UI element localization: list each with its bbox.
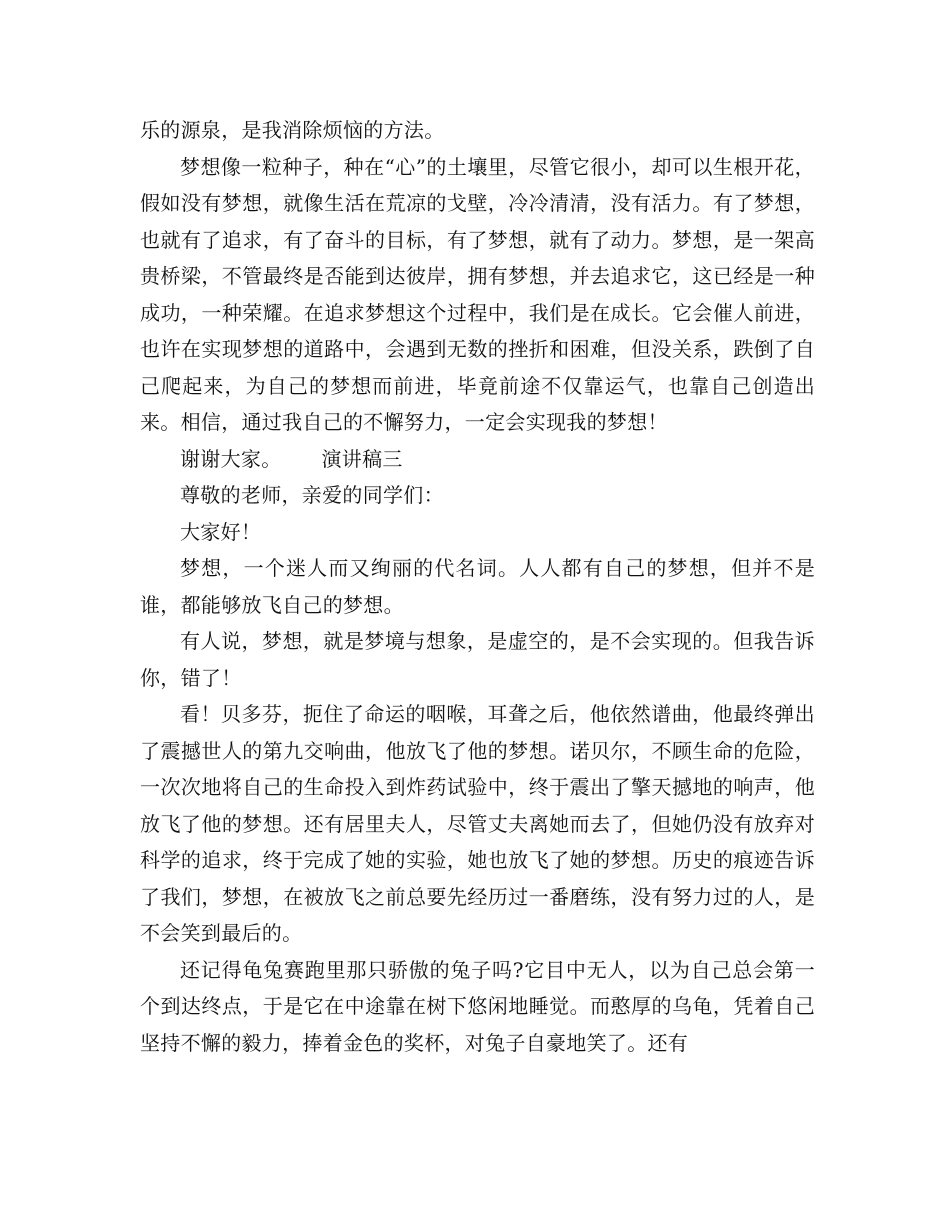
paragraph-dream-definition: 梦想，一个迷人而又绚丽的代名词。人人都有自己的梦想，但并不是谁，都能够放飞自己的梦想。 xyxy=(140,556,815,617)
paragraph-examples: 看！贝多芬，扼住了命运的咽喉，耳聋之后，他依然谱曲，他最终弹出了震撼世人的第九交响曲，他放飞了他的梦想。诺贝尔，不顾生命的危险，一次次地将自己的生命投入到炸药试验中，终于震出了擎天撼地的响声，他放飞了他的梦想。还有居里夫人，尽管丈夫离她而去了，但她仍没有放弃对科学的追求，终于完成了她的实验，她也放飞了她的梦想。历史的痕迹告诉了我们，梦想，在被放飞之前总要先经历过一番磨练，没有努力过的人，是不会笑到最后的。 xyxy=(140,702,815,945)
paragraph-salutation: 尊敬的老师，亲爱的同学们： xyxy=(180,483,444,507)
paragraph-tortoise-hare: 还记得龟兔赛跑里那只骄傲的兔子吗?它目中无人，以为自己总会第一个到达终点，于是它在中途靠在树下悠闲地睡觉。而憨厚的乌龟，凭着自己坚持不懈的毅力，捧着金色的奖杯，对兔子自豪地笑了。还有 xyxy=(140,957,815,1055)
document-body xyxy=(140,112,815,1061)
paragraph-thanks-and-heading xyxy=(140,441,815,478)
paragraph-continuation: 乐的源泉，是我消除烦恼的方法。 xyxy=(140,118,445,142)
paragraph-dream-seed: 梦想像一粒种子，种在“心”的土壤里，尽管它很小，却可以生根开花，假如没有梦想，就像生活在荒凉的戈壁，冷冷清清，没有活力。有了梦想，也就有了追求，有了奋斗的目标，有了梦想，就有了动力。梦想，是一架高贵桥梁，不管最终是否能到达彼岸，拥有梦想，并去追求它，这已经是一种成功，一种荣耀。在追求梦想这个过程中，我们是在成长。它会催人前进，也许在实现梦想的道路中，会遇到无数的挫折和困难，但没关系，跌倒了自己爬起来，为自己的梦想而前进，毕竟前途不仅靠运气，也靠自己创造出来。相信，通过我自己的不懈努力，一定会实现我的梦想！ xyxy=(140,154,815,434)
paragraph-greeting: 大家好！ xyxy=(180,519,262,544)
paragraph-some-say: 有人说，梦想，就是梦境与想象，是虚空的，是不会实现的。但我告诉你，错了！ xyxy=(140,629,815,690)
section-heading: 演讲稿三 xyxy=(321,446,403,471)
thanks-text: 谢谢大家。 xyxy=(180,446,282,471)
